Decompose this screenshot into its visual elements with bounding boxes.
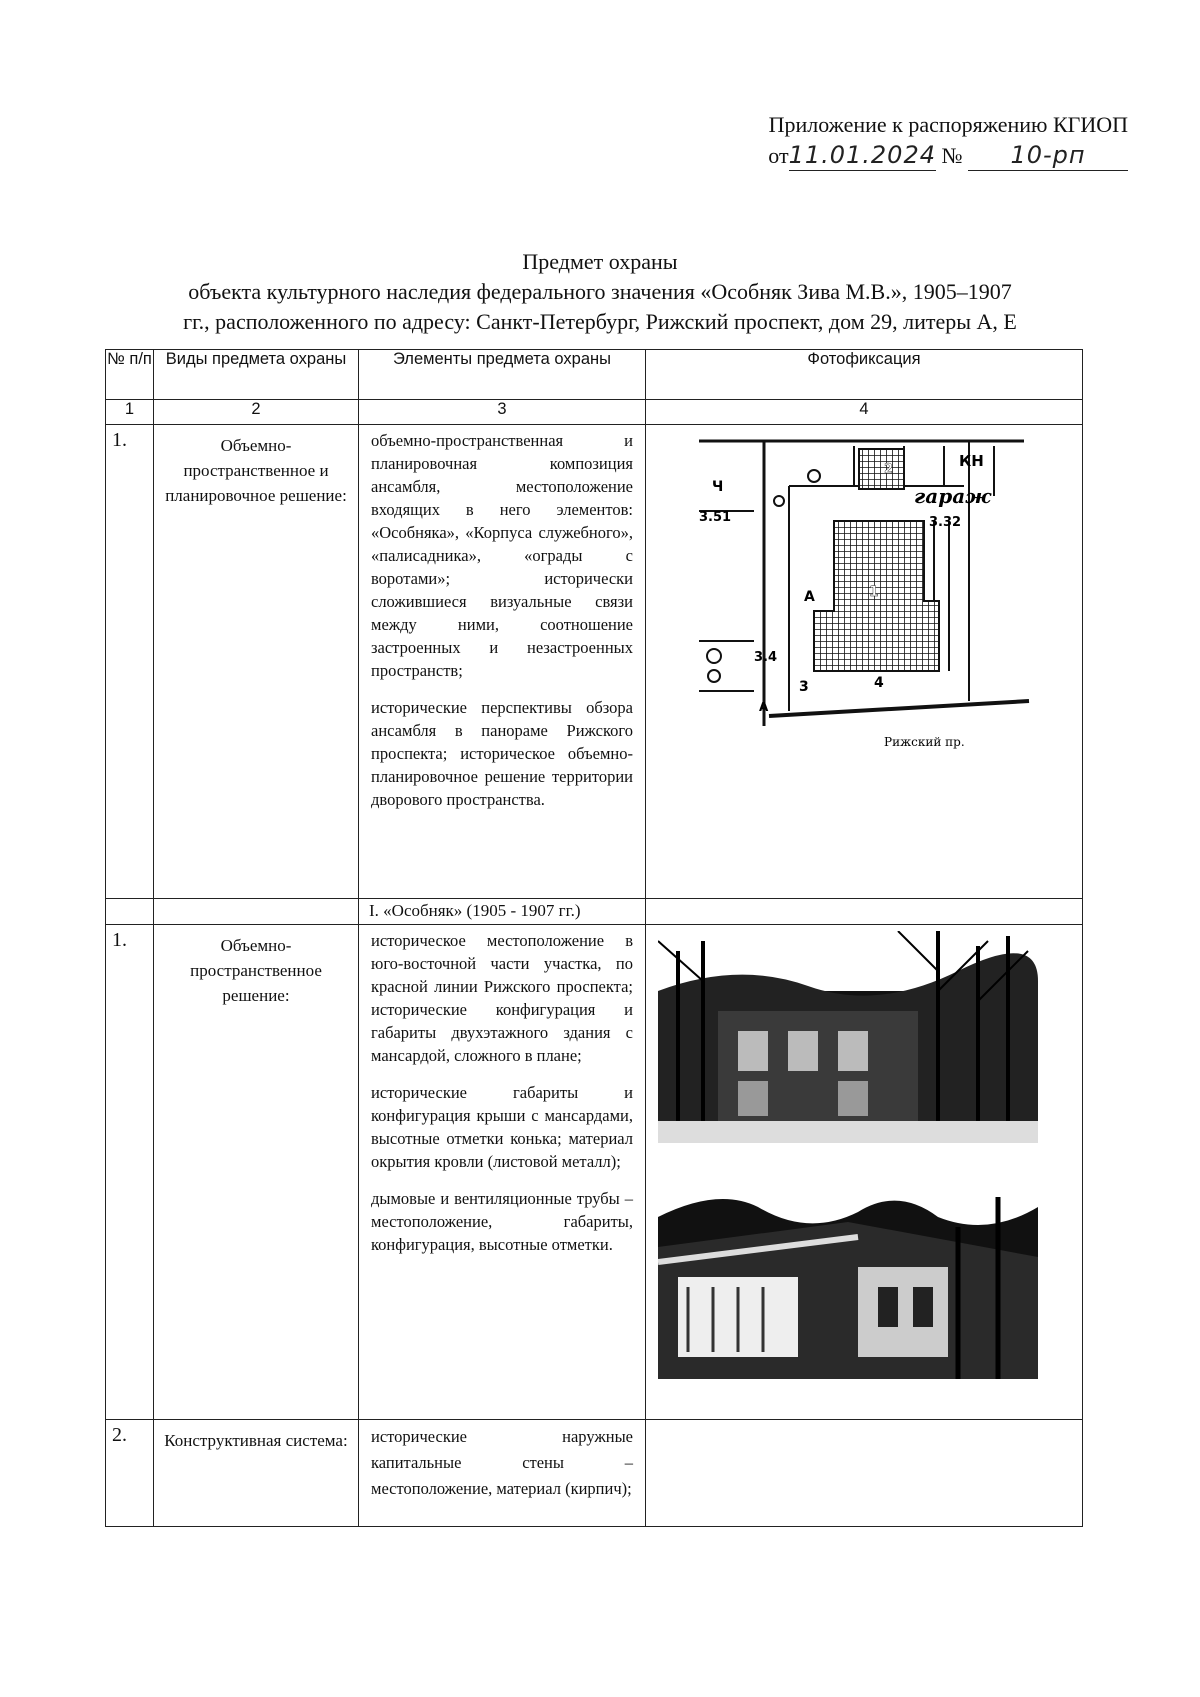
row-elements bbox=[359, 425, 646, 899]
column-numbers-row bbox=[106, 400, 1083, 425]
row-elements bbox=[359, 1420, 646, 1527]
site-plan-map bbox=[694, 431, 1034, 761]
element-paragraph: исторические габариты и конфигурация крыши с мансардами, высотные отметки конька; материал окрытия кровли (листовой металл); bbox=[371, 1083, 633, 1171]
col-number-3: 3 bbox=[359, 400, 646, 425]
photo-cell bbox=[646, 425, 1083, 899]
section-empty-cell bbox=[154, 899, 359, 925]
photo-cell bbox=[646, 925, 1083, 1420]
protection-table bbox=[105, 349, 1083, 1527]
map-label-4: 4 bbox=[874, 675, 884, 691]
element-paragraph: дымовые и вентиляционные трубы – местоположение, габариты, конфигурация, высотные отметки. bbox=[371, 1189, 633, 1254]
number-label: № bbox=[941, 143, 963, 168]
table-header-row bbox=[106, 350, 1083, 400]
mansion-photo-1 bbox=[658, 931, 1038, 1143]
photo-cell-empty bbox=[646, 1420, 1083, 1527]
map-label-2: 2 bbox=[884, 462, 894, 477]
document-subtitle-line2: гг., расположенного по адресу: Санкт-Петербург, Рижский проспект, дом 29, литеры А, Е bbox=[183, 309, 1017, 334]
handwritten-number: 10-рп bbox=[968, 140, 1128, 171]
appendix-title: Приложение к распоряжению КГИОП bbox=[768, 112, 1128, 137]
appendix-date-line bbox=[768, 140, 1128, 171]
map-label-garage: гараж bbox=[914, 484, 992, 508]
header-kind: Виды предмета охраны bbox=[154, 350, 359, 400]
appendix-block bbox=[768, 110, 1128, 171]
map-label-a2: А bbox=[759, 700, 769, 714]
section-empty-cell bbox=[646, 899, 1083, 925]
date-prefix: от bbox=[768, 143, 789, 168]
element-paragraph: историческое местоположение в юго-восточной части участка, по красной линии Рижского проспекта; исторические конфигурация и габариты двухэтажного здания с мансардой, сложного в плане; bbox=[371, 931, 633, 1065]
map-street-label: Рижский пр. bbox=[884, 735, 965, 749]
row-number: 1. bbox=[106, 925, 154, 1420]
col-number-1: 1 bbox=[106, 400, 154, 425]
row-kind: Конструктивная система: bbox=[154, 1420, 359, 1527]
header-elements: Элементы предмета охраны bbox=[359, 350, 646, 400]
row-elements bbox=[359, 925, 646, 1420]
row-number: 2. bbox=[106, 1420, 154, 1527]
col-number-4: 4 bbox=[646, 400, 1083, 425]
element-paragraph: исторические перспективы обзора ансамбля в панораме Рижского проспекта; историческое объемно-планировочное решение территории дворового пространства. bbox=[371, 698, 633, 809]
map-label-ch: Ч bbox=[712, 479, 724, 495]
section-row bbox=[106, 899, 1083, 925]
map-label-351: 3.51 bbox=[699, 510, 732, 525]
mansion-photo-2 bbox=[658, 1167, 1038, 1379]
element-paragraph: объемно-пространственная и планировочная композиция ансамбля, местоположение входящих в него элементов: «Особняка», «Корпуса служебного», «палисадника», «ограды с воротами»; исторически сложившиеся визуальные связи между ними, соотношение застроенных и незастроенных пространств; bbox=[371, 431, 633, 680]
document-subtitle-line1: объекта культурного наследия федерального значения «Особняк Зива М.В.», 1905–1907 bbox=[188, 279, 1012, 304]
map-label-kn: КН bbox=[959, 452, 984, 470]
header-photo: Фотофиксация bbox=[646, 350, 1083, 400]
map-label-34: 3.4 bbox=[754, 650, 778, 665]
section-empty-cell bbox=[106, 899, 154, 925]
table-row bbox=[106, 925, 1083, 1420]
header-num: № п/п bbox=[106, 350, 154, 400]
element-paragraph: исторические наружные капитальные стены – местоположение, материал (кирпич); bbox=[371, 1427, 633, 1498]
row-kind: Объемно-пространственное решение: bbox=[154, 925, 359, 1420]
map-label-1: 1 bbox=[869, 584, 879, 600]
table-row bbox=[106, 1420, 1083, 1527]
map-label-332: 3.32 bbox=[929, 515, 962, 530]
section-title: I. «Особняк» (1905 - 1907 гг.) bbox=[359, 899, 646, 925]
document-title: Предмет охраны bbox=[522, 249, 678, 274]
handwritten-date: 11.01.2024 bbox=[788, 141, 936, 169]
map-label-a: А bbox=[804, 589, 815, 605]
row-kind: Объемно-пространственное и планировочное решение: bbox=[154, 425, 359, 899]
map-label-3: 3 bbox=[799, 679, 809, 695]
table-row bbox=[106, 425, 1083, 899]
col-number-2: 2 bbox=[154, 400, 359, 425]
row-number: 1. bbox=[106, 425, 154, 899]
